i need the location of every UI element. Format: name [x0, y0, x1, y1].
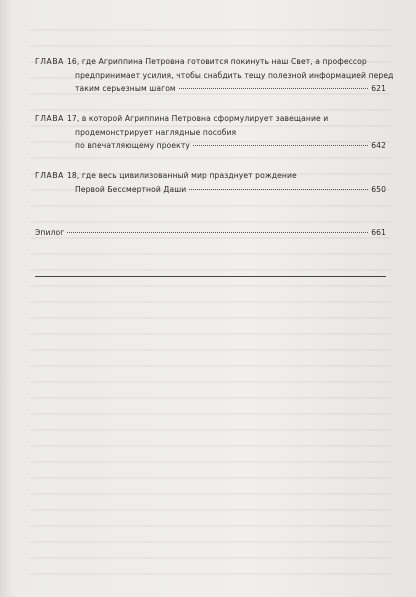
chapter-title-end: таким серьезным шагом	[75, 84, 176, 93]
toc-entry-epilogue	[35, 226, 386, 240]
dot-leader	[193, 145, 368, 146]
page-number: 661	[371, 228, 386, 237]
toc-leader-line	[35, 139, 386, 153]
chapter-label: ГЛАВА	[35, 171, 64, 180]
chapter-label: ГЛАВА	[35, 114, 64, 123]
divider-rule	[35, 276, 386, 277]
toc-leader-line	[35, 82, 386, 96]
toc-line	[35, 55, 386, 69]
page-number: 621	[371, 84, 386, 93]
epilogue-title: Эпилог	[35, 228, 65, 237]
toc-entry-chapter-16	[35, 55, 394, 96]
show-through-text	[30, 20, 394, 577]
chapter-label: ГЛАВА	[35, 57, 64, 66]
page-number: 650	[371, 184, 386, 194]
toc-line	[35, 112, 386, 126]
chapter-title: 18, где весь цивилизованный мир празднует рождение	[66, 171, 297, 180]
chapter-title-end: Первой Бессмертной Даши	[75, 184, 187, 194]
toc-entry-chapter-18	[35, 169, 386, 196]
toc-leader-line	[35, 183, 386, 197]
toc-line	[35, 169, 386, 183]
toc-entry-chapter-17	[35, 112, 386, 153]
chapter-title: 16, где Агриппина Петровна готовится покинуть наш Свет, а профессор	[66, 57, 367, 66]
chapter-title: 17, в которой Агриппина Петровна сформулирует завещание и	[66, 114, 329, 123]
dot-leader	[179, 88, 368, 89]
chapter-title-end: по впечатляющему проекту	[75, 141, 190, 150]
page-number: 642	[371, 141, 386, 150]
dot-leader	[189, 189, 368, 190]
dot-leader	[67, 232, 368, 233]
toc-leader-line	[35, 226, 386, 240]
toc-line: предпринимает усилия, чтобы снабдить тещу полезной информацией перед	[75, 70, 394, 80]
toc-line: продемонстрирует наглядные пособия	[75, 127, 237, 137]
